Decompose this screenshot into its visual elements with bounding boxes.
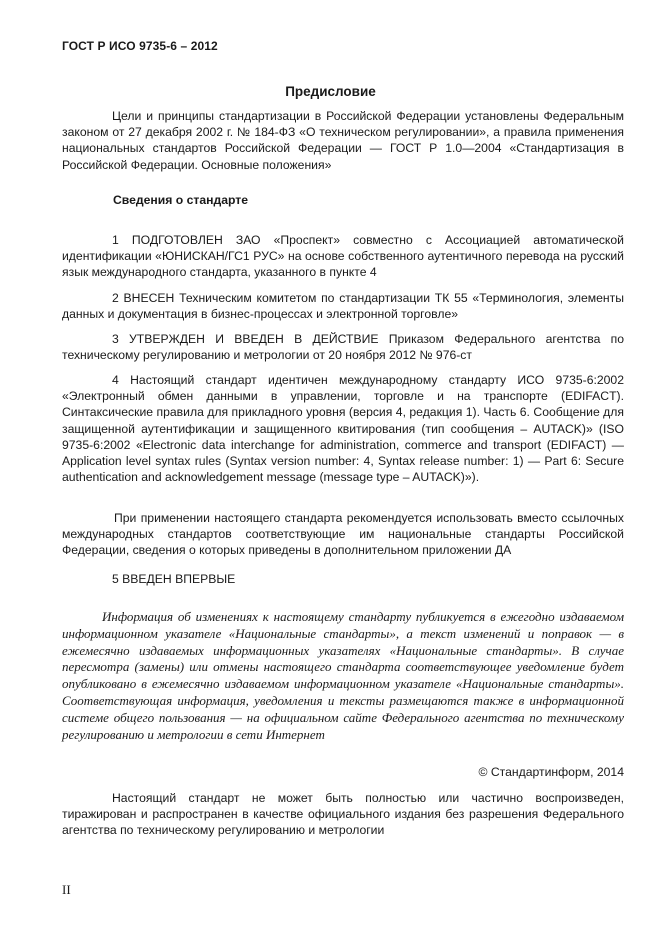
application-note: При применении настоящего стандарта рекомендуется использовать вместо ссылочных международных стандартов соответствующие им национальные стандарты Российской Федерации, сведения о которых приведены в дополнительном приложении ДА <box>62 511 624 558</box>
intro-paragraph: Цели и принципы стандартизации в Российской Федерации установлены Федеральным законом от 27 декабря 2002 г. № 184-ФЗ «О техническом регулировании», а правила применения национальных стандартов Российской Федерации — ГОСТ Р 1.0—2004 «Стандартизация в Российской Федерации. Основные положения» <box>62 109 624 172</box>
item-approved: 3 УТВЕРЖДЕН И ВВЕДЕН В ДЕЙСТВИЕ Приказом Федерального агентства по техническому регулированию и метрологии от 20 ноября 2012 № 976-ст <box>62 332 624 363</box>
item-prepared: 1 ПОДГОТОВЛЕН ЗАО «Проспект» совместно с Ассоциацией автоматической идентификации «ЮНИСКАН/ГС1 РУС» на основе собственного аутентичного перевода на русский язык международного стандарта, указанного в пункте 4 <box>62 233 624 280</box>
copyright: © Стандартинформ, 2014 <box>478 765 624 779</box>
item-first-time: 5 ВВЕДЕН ВПЕРВЫЕ <box>112 572 236 586</box>
section-heading: Сведения о стандарте <box>113 193 249 207</box>
page-number: II <box>62 882 71 897</box>
item-identical: 4 Настоящий стандарт идентичен международному стандарту ИСО 9735-6:2002 «Электронный обмен данными в управлении, торговле и на транспорте (EDIFACT). Синтаксические правила для прикладного уровня (версия 4, редакция 1). Часть 6. Сообщение для защищенной аутентификации и защищенного квитирования (тип сообщения – AUTACK)» (ISO 9735-6:2002 «Electronic data interchange for administration, commerce and transport (EDIFACT) — Application level syntax rules (Syntax version number: 4, Syntax release number: 1) — Part 6: Secure authentication and acknowledgement message (message type – AUTACK)»). <box>62 373 624 485</box>
document-header: ГОСТ Р ИСО 9735-6 – 2012 <box>62 39 218 53</box>
page-title: Предисловие <box>285 84 376 99</box>
changes-notice: Информация об изменениях к настоящему стандарту публикуется в ежегодно издаваемом информационном указателе «Национальные стандарты», а текст изменений и поправок — в ежемесячно издаваемых информационных указателях «Национальные стандарты». В случае пересмотра (замены) или отмены настоящего стандарта соответствующее уведомление будет опубликовано в ежемесячно издаваемом информационном указателе «Национальные стандарты». Соответствующая информация, уведомления и тексты размещаются также в информационной системе общего пользования — на официальном сайте Федерального агентства по техническому регулированию и метрологии в сети Интернет <box>62 609 624 742</box>
item-introduced: 2 ВНЕСЕН Техническим комитетом по стандартизации ТК 55 «Терминология, элементы данных и документация в бизнес-процессах и электронной торговле» <box>62 291 624 322</box>
reproduction-notice: Настоящий стандарт не может быть полностью или частично воспроизведен, тиражирован и распространен в качестве официального издания без разрешения Федерального агентства по техническому регулированию и метрологии <box>62 791 624 838</box>
